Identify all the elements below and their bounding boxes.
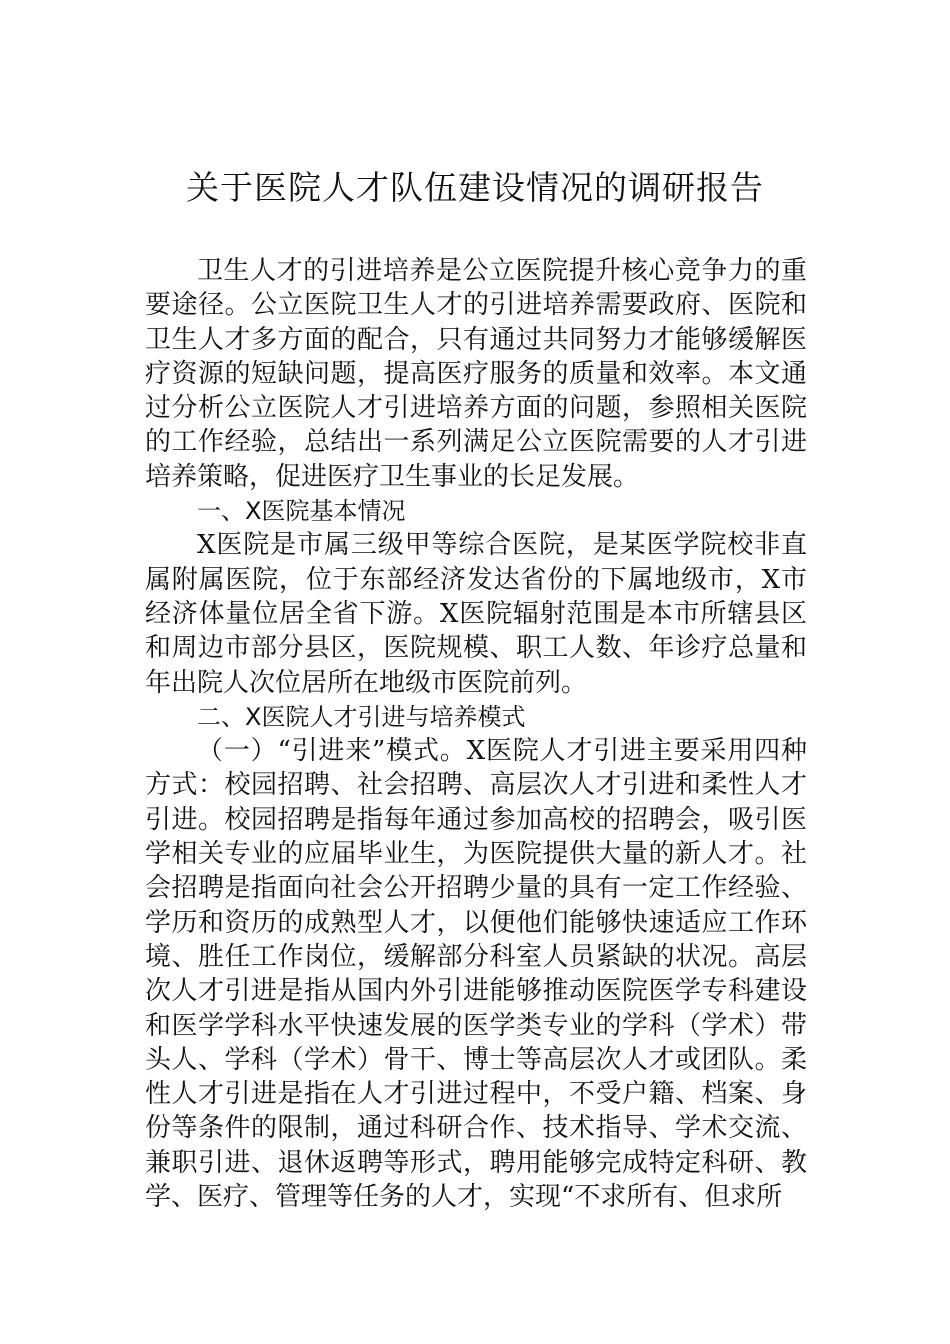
- section-2-paragraph: （一）“引进来”模式。X医院人才引进主要采用四种方式：校园招聘、社会招聘、高层次人才引进和柔性人才引进。校园招聘是指每年通过参加高校的招聘会，吸引医学相关专业的应届毕业生，为医院提供大量的新人才。社会招聘是指面向社会公开招聘少量的具有一定工作经验、学历和资历的成熟型人才，以便他们能够快速适应工作环境、胜任工作岗位，缓解部分科室人员紧缺的状况。高层次人才引进是指从国内外引进能够推动医院医学专科建设和医学学科水平快速发展的医学类专业的学科（学术）带头人、学科（学术）骨干、博士等高层次人才或团队。柔性人才引进是指在人才引进过程中，不受户籍、档案、身份等条件的限制，通过科研合作、技术指导、学术交流、兼职引进、退休返聘等形式，聘用能够完成特定科研、教学、医疗、管理等任务的人才，实现“不求所有、但求所: [145, 736, 807, 1213]
- intro-paragraph: 卫生人才的引进培养是公立医院提升核心竞争力的重要途径。公立医院卫生人才的引进培养需要政府、医院和卫生人才多方面的配合，只有通过共同努力才能够缓解医疗资源的短缺问题，提高医疗服务的质量和效率。本文通过分析公立医院人才引进培养方面的问题，参照相关医院的工作经验，总结出一系列满足公立医院需要的人才引进培养策略，促进医疗卫生事业的长足发展。: [145, 256, 807, 492]
- document-title: 关于医院人才队伍建设情况的调研报告: [186, 168, 764, 207]
- section-1-paragraph: X医院是市属三级甲等综合医院，是某医学院校非直属附属医院，位于东部经济发达省份的下属地级市，X市经济体量位居全省下游。X医院辐射范围是本市所辖县区和周边市部分县区，医院规模、职工人数、年诊疗总量和年出院人次位居所在地级市医院前列。: [145, 530, 807, 698]
- document-body: [145, 254, 807, 1214]
- section-heading-1: 一、X医院基本情况: [197, 497, 406, 526]
- section-heading-2: 二、X医院人才引进与培养模式: [197, 702, 526, 731]
